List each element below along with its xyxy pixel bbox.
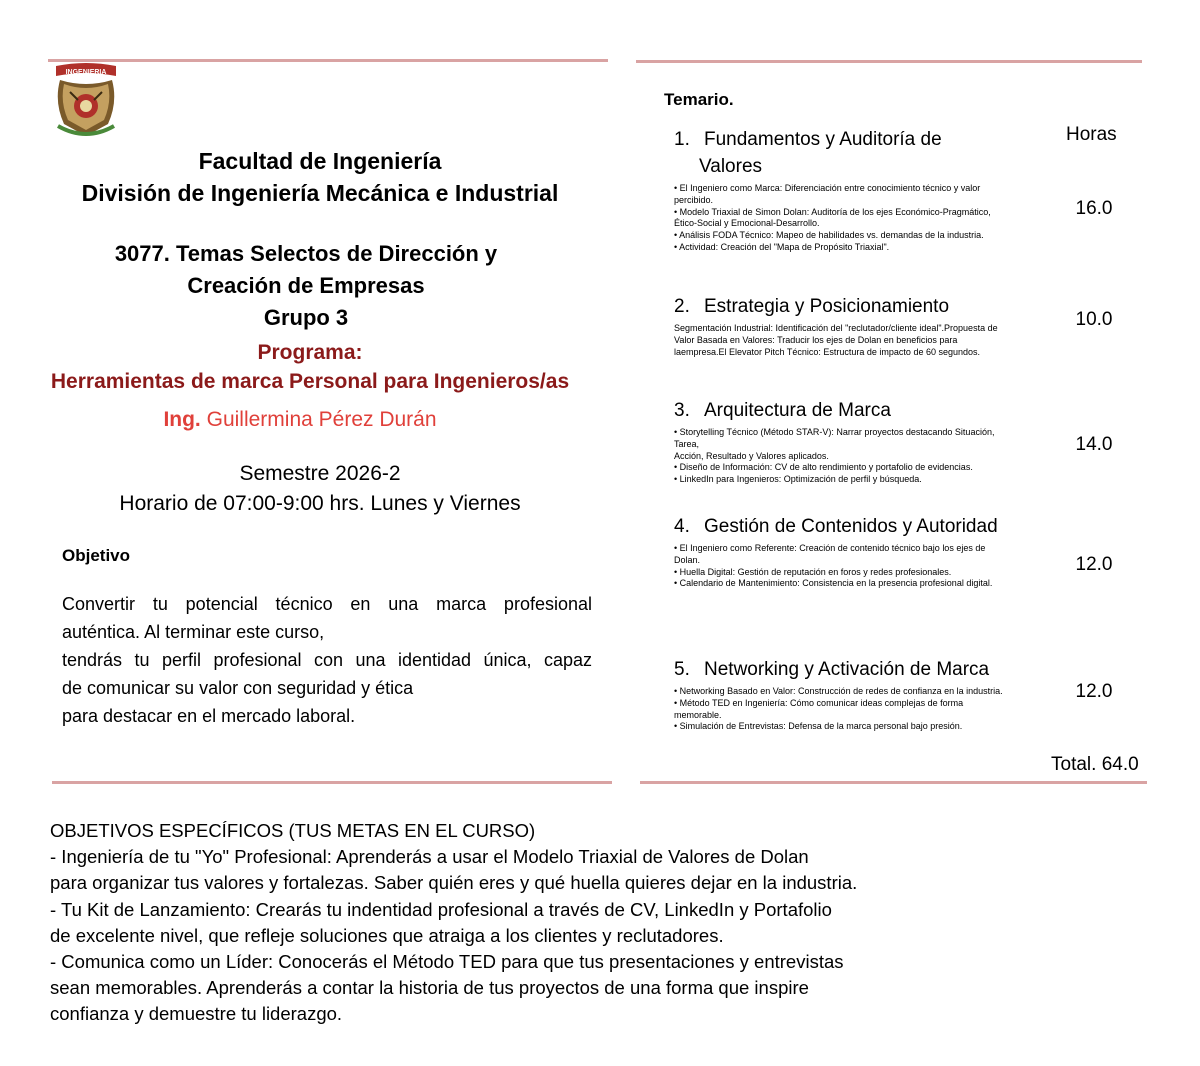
instructor [40, 408, 560, 432]
specific-objectives-heading: OBJETIVOS ESPECÍFICOS (TUS METAS EN EL CURSO) [50, 820, 536, 841]
specific-objectives-line: - Ingeniería de tu "Yo" Profesional: Aprenderás a usar el Modelo Triaxial de Valores de Dolan [50, 846, 809, 868]
bottom-left-rule [52, 781, 612, 784]
topic-title: 3. Arquitectura de Marca [674, 400, 891, 421]
schedule-hours: Horario de 07:00-9:00 hrs. Lunes y Viernes [119, 492, 521, 515]
topic-hours: 14.0 [1075, 434, 1113, 455]
program-title: Herramientas de marca Personal para Ingenieros/as [50, 370, 570, 393]
topic-bullets: • Networking Basado en Valor: Construcción de redes de confianza en la industria. • Método TED en Ingeniería: Cómo comunicar ideas complejas de forma memorable. • Simulación de Entrevistas: Defensa de la marca personal bajo presión. [674, 686, 1003, 732]
logo-text: INGENIERIA [65, 69, 107, 76]
objective-heading: Objetivo [62, 546, 131, 565]
top-left-rule [48, 59, 608, 62]
objective-line: tendrás tu perfil profesional con una identidad única, capaz [62, 650, 592, 670]
specific-objectives-line: confianza y demuestre tu liderazgo. [50, 1003, 343, 1025]
topic-title: 5. Networking y Activación de Marca [674, 659, 990, 680]
specific-objectives-line: sean memorables. Aprenderás a contar la historia de tus proyectos de una forma que inspire [50, 977, 809, 999]
division-title: División de Ingeniería Mecánica e Industrial [81, 180, 559, 206]
total-hours: Total. 64.0 [1051, 754, 1139, 775]
topic-hours: 16.0 [1075, 198, 1113, 219]
top-right-rule [636, 60, 1142, 63]
objective-line: Convertir tu potencial técnico en una marca profesional [62, 594, 592, 614]
faculty-title: Facultad de Ingeniería [198, 148, 442, 174]
instructor-prefix: Ing. [163, 408, 201, 431]
topic-bullets: • El Ingeniero como Referente: Creación de contenido técnico bajo los ejes de Dolan. • Huella Digital: Gestión de reputación en foros y redes profesionales. • Calendario de Mantenimiento: Consistencia en la presencia profesional digital. [674, 543, 993, 589]
topic-bullets: • Storytelling Técnico (Método STAR-V): Narrar proyectos destacando Situación, Tarea, Acción, Resultado y Valores aplicados. • Diseño de Información: CV de alto rendimiento y portafolio de evidencias. • LinkedIn para Ingenieros: Optimización de perfil y búsqueda. [674, 427, 995, 485]
topic-bullets: • El Ingeniero como Marca: Diferenciación entre conocimiento técnico y valor percibido. • Modelo Triaxial de Simon Dolan: Auditoría de los ejes Económico-Pragmático, Ético-Social y Emocional-Desarrollo. • Análisis FODA Técnico: Mapeo de habilidades vs. demandas de la industria. • Actividad: Creación del "Mapa de Propósito Triaxial". [674, 183, 991, 252]
course-group: Grupo 3 [263, 305, 349, 330]
specific-objectives-line: para organizar tus valores y fortalezas. Saber quién eres y qué huella quieres dejar en la industria. [50, 872, 858, 894]
topic-1 [674, 126, 1004, 254]
course-title-line2: Creación de Empresas [187, 273, 425, 298]
topic-5 [674, 656, 1004, 733]
topic-hours: 12.0 [1075, 554, 1113, 575]
specific-objectives-line: - Comunica como un Líder: Conocerás el Método TED para que tus presentaciones y entrevistas [50, 951, 844, 973]
course-title-line1: 3077. Temas Selectos de Dirección y [114, 241, 498, 266]
specific-objectives-line: - Tu Kit de Lanzamiento: Crearás tu indentidad profesional a través de CV, LinkedIn y Portafolio [50, 898, 832, 920]
objective-text [62, 590, 592, 730]
bottom-right-rule [640, 781, 1147, 784]
unam-engineering-crest-icon [50, 62, 122, 140]
semester: Semestre 2026-2 [239, 462, 401, 485]
temario-heading: Temario. [664, 90, 734, 109]
instructor-name: Guillermina Pérez Durán [206, 408, 437, 431]
specific-objectives-line: de excelente nivel, que refleje soluciones que atraiga a los clientes y reclutadores. [50, 924, 724, 946]
objective-line: auténtica. Al terminar este curso, [62, 622, 325, 642]
topic-title: 1. Fundamentos y Auditoría de Valores [674, 129, 942, 177]
topic-title: 2. Estrategia y Posicionamiento [674, 296, 950, 317]
objective-line: para destacar en el mercado laboral. [62, 706, 356, 726]
topic-2 [674, 293, 1004, 358]
topic-bullets: Segmentación Industrial: Identificación del "reclutador/cliente ideal".Propuesta de Valor Basada en Valores: Traducir los ejes de Dolan en beneficios para laempresa.El Elevator Pitch Técnico: Estructura de impacto de 60 segundos. [674, 323, 998, 357]
objective-line: de comunicar su valor con seguridad y ética [62, 678, 414, 698]
topic-hours: 10.0 [1075, 309, 1113, 330]
topic-title: 4. Gestión de Contenidos y Autoridad [674, 516, 998, 537]
hours-heading: Horas [1066, 124, 1117, 145]
topic-3 [674, 397, 1004, 486]
topic-hours: 12.0 [1075, 681, 1113, 702]
topic-4 [674, 513, 1004, 590]
program-label: Programa: [257, 341, 363, 364]
specific-objectives [50, 818, 950, 1028]
